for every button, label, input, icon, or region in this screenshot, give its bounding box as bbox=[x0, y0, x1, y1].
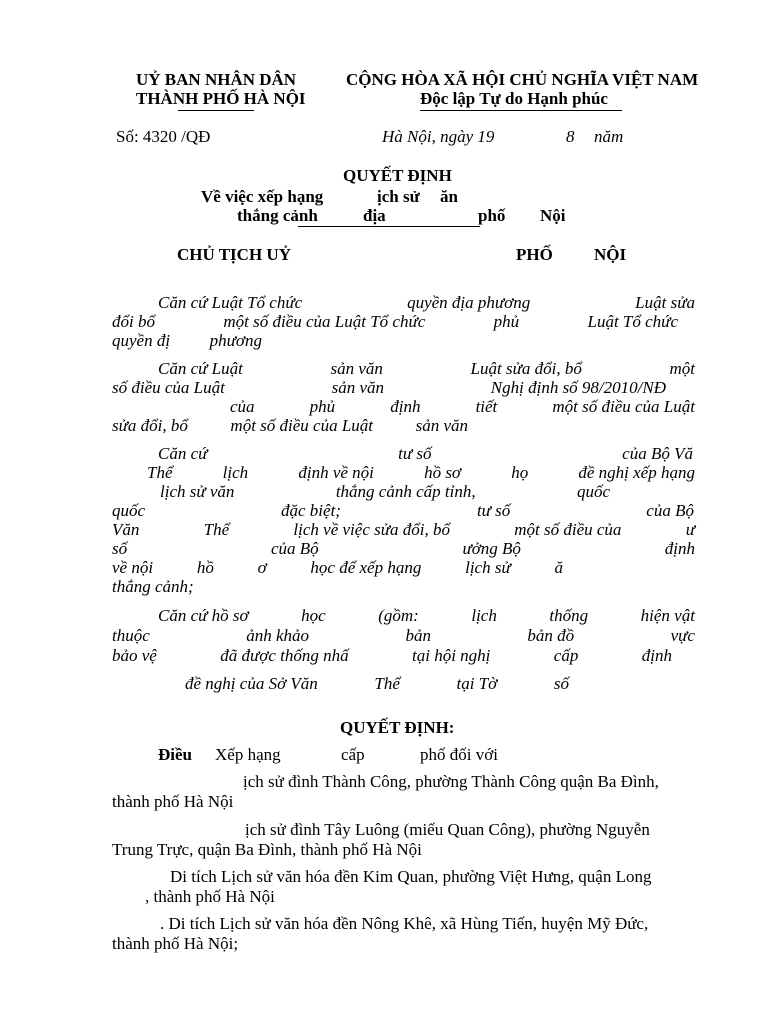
text-segment: Căn cứ Luật Tổ chức bbox=[158, 293, 303, 312]
basis-3-line6 bbox=[112, 539, 695, 559]
text-segment: bảo vệ bbox=[112, 646, 157, 665]
text-segment: số bbox=[112, 539, 128, 558]
text-segment: họ bbox=[511, 463, 529, 482]
text-segment: một số điều của bbox=[514, 520, 622, 539]
text-segment: Thể bbox=[147, 463, 173, 482]
article-1-text-part2: cấp bbox=[341, 745, 365, 764]
text-segment: về nội bbox=[112, 558, 154, 577]
text-segment: quốc bbox=[576, 482, 610, 501]
basis-3-line3 bbox=[160, 482, 610, 502]
text-segment: học để xếp hạng bbox=[310, 558, 422, 577]
basis-2-line4 bbox=[112, 416, 468, 436]
text-segment: một số điều của Luật Tổ chức bbox=[223, 312, 426, 331]
basis-1-line2 bbox=[112, 312, 678, 332]
text-segment: của Bộ Vă bbox=[622, 444, 693, 463]
basis-3-line2 bbox=[147, 463, 695, 483]
text-segment: Thể bbox=[374, 674, 400, 693]
text-segment: ă bbox=[554, 558, 563, 577]
text-segment: ư bbox=[685, 520, 695, 539]
article-1-text-part3: phố đối với bbox=[420, 745, 498, 764]
text-segment: tư số bbox=[398, 444, 432, 463]
nation-name: CỘNG HÒA XÃ HỘI CHỦ NGHĨA VIỆT NAM bbox=[346, 70, 699, 89]
text-segment: quyền địa phương bbox=[407, 293, 531, 312]
text-segment: ảnh khảo bbox=[246, 626, 310, 645]
text-segment: sản văn bbox=[331, 378, 385, 397]
text-segment: tiết bbox=[475, 397, 498, 416]
text-segment: hồ sơ bbox=[424, 463, 462, 482]
basis-2-line3 bbox=[230, 397, 695, 417]
text-segment: lịch sử văn bbox=[160, 482, 235, 501]
text-segment: cấp bbox=[553, 646, 579, 665]
text-segment: của Bộ bbox=[270, 539, 319, 558]
relic-item-4-line2: thành phố Hà Nội; bbox=[112, 934, 239, 953]
text-segment: thuộc bbox=[112, 626, 150, 645]
authority-part1: CHỦ TỊCH UỶ bbox=[177, 245, 291, 264]
text-segment: lịch bbox=[471, 606, 497, 625]
text-segment: định bbox=[390, 397, 421, 416]
basis-4-line3 bbox=[112, 646, 672, 666]
text-segment: định bbox=[664, 539, 695, 558]
basis-4-line4 bbox=[185, 674, 569, 694]
text-segment: số bbox=[553, 674, 569, 693]
authority-part2: PHỐ bbox=[516, 245, 553, 264]
subject-line2-part2: địa bbox=[363, 206, 386, 225]
place-date-start: Hà Nội, ngày 19 bbox=[382, 127, 495, 146]
text-segment: sản văn bbox=[415, 416, 468, 435]
text-segment: học bbox=[301, 606, 326, 625]
text-segment: một số điều của Luật bbox=[230, 416, 374, 435]
text-segment: sản văn bbox=[330, 359, 383, 378]
basis-3-line1 bbox=[158, 444, 693, 464]
text-segment: định về nội bbox=[298, 463, 374, 482]
text-segment: quốc bbox=[112, 501, 146, 520]
text-segment: lịch về việc sửa đổi, bổ bbox=[293, 520, 450, 539]
subject-line2-part4: Nội bbox=[540, 206, 566, 225]
subject-line1-part1: Về việc xếp hạng bbox=[201, 187, 324, 206]
text-segment: thắng cảnh cấp tỉnh, bbox=[335, 482, 476, 501]
text-segment: phủ bbox=[493, 312, 520, 331]
text-segment: đề nghị của Sở Văn bbox=[185, 674, 318, 693]
authority-part3: NỘI bbox=[594, 245, 627, 264]
text-segment: thống bbox=[549, 606, 589, 625]
subject-line2-part3: phố bbox=[478, 206, 506, 225]
text-segment: một bbox=[669, 359, 695, 378]
text-segment: Căn cứ bbox=[158, 444, 208, 463]
text-segment: sửa đổi, bổ bbox=[112, 416, 188, 435]
document-number: Số: 4320 /QĐ bbox=[116, 127, 211, 146]
text-segment: ơ bbox=[257, 558, 267, 577]
basis-2-line1 bbox=[158, 359, 695, 379]
text-segment: tư số bbox=[476, 501, 511, 520]
relic-item-4-line1: . Di tích Lịch sử văn hóa đền Nông Khê, xã Hùng Tiến, huyện Mỹ Đức, bbox=[160, 914, 649, 933]
text-segment: đổi bổ bbox=[112, 312, 155, 331]
relic-item-3-line2: , thành phố Hà Nội bbox=[145, 887, 275, 906]
basis-1-line3 bbox=[112, 331, 262, 351]
org-name-line1: UỶ BAN NHÂN DÂN bbox=[136, 70, 297, 89]
basis-3-line7 bbox=[112, 558, 563, 578]
text-segment: Căn cứ hồ sơ bbox=[158, 606, 249, 625]
relic-item-3-line1: Di tích Lịch sử văn hóa đền Kim Quan, phường Việt Hưng, quận Long bbox=[170, 867, 652, 886]
org-name-line2: THÀNH PHỐ HÀ NỘI bbox=[136, 89, 306, 108]
date-year-word: năm bbox=[594, 127, 624, 146]
text-segment: Luật Tổ chức bbox=[587, 312, 678, 331]
basis-2-line2 bbox=[112, 378, 666, 398]
text-segment: Luật sửa bbox=[635, 293, 695, 312]
basis-4-line2 bbox=[112, 626, 695, 646]
motto-underline bbox=[420, 110, 622, 111]
basis-3-line8: thắng cảnh; bbox=[112, 577, 194, 596]
text-segment: vực bbox=[670, 626, 695, 645]
article-1-label: Điều bbox=[158, 745, 192, 764]
basis-4-line1 bbox=[158, 606, 695, 626]
text-segment: một số điều của Luật bbox=[552, 397, 695, 416]
subject-line1-part3: ăn bbox=[440, 187, 458, 206]
date-month: 8 bbox=[566, 127, 575, 146]
text-segment: ưởng Bộ bbox=[462, 539, 521, 558]
org-underline bbox=[178, 110, 254, 111]
text-segment: định bbox=[641, 646, 672, 665]
text-segment: Văn bbox=[112, 520, 140, 539]
text-segment: (gồm: bbox=[378, 606, 419, 625]
basis-3-line4 bbox=[112, 501, 694, 521]
relic-item-1-line2: thành phố Hà Nội bbox=[112, 792, 234, 811]
subject-underline bbox=[298, 226, 480, 227]
text-segment: đặc biệt; bbox=[281, 501, 341, 520]
text-segment: hiện vật bbox=[640, 606, 695, 625]
text-segment: quyền đị bbox=[112, 331, 171, 350]
relic-item-2-line1: ịch sử đình Tây Luông (miếu Quan Công), phường Nguyễn bbox=[245, 820, 650, 839]
text-segment: bản bbox=[405, 626, 431, 645]
text-segment: tại Tờ bbox=[456, 674, 498, 693]
text-segment: đề nghị xếp hạng bbox=[578, 463, 695, 482]
relic-item-1-line1: ịch sử đình Thành Công, phường Thành Công quận Ba Đình, bbox=[243, 772, 659, 791]
text-segment: đã được thống nhấ bbox=[220, 646, 349, 665]
decision-heading: QUYẾT ĐỊNH: bbox=[340, 718, 455, 737]
text-segment: Thể bbox=[203, 520, 230, 539]
basis-1-line1 bbox=[158, 293, 695, 313]
text-segment: hồ bbox=[196, 558, 214, 577]
text-segment: Luật sửa đổi, bổ bbox=[470, 359, 582, 378]
basis-3-line5 bbox=[112, 520, 695, 540]
text-segment: Căn cứ Luật bbox=[158, 359, 243, 378]
text-segment: phương bbox=[209, 331, 262, 350]
text-segment: Nghị định số 98/2010/NĐ bbox=[490, 378, 666, 397]
text-segment: của bbox=[230, 397, 255, 416]
text-segment: lịch bbox=[222, 463, 249, 482]
text-segment: số điều của Luật bbox=[112, 378, 225, 397]
text-segment: của Bộ bbox=[646, 501, 694, 520]
text-segment: bản đồ bbox=[527, 626, 575, 645]
national-motto: Độc lập Tự do Hạnh phúc bbox=[420, 89, 608, 108]
subject-line2-part1: thắng cảnh bbox=[237, 206, 318, 225]
subject-line1-part2: ịch sử bbox=[377, 187, 420, 206]
text-segment: tại hội nghị bbox=[412, 646, 491, 665]
article-1-text-part1: Xếp hạng bbox=[215, 745, 281, 764]
text-segment: lịch sử bbox=[465, 558, 511, 577]
text-segment: phủ bbox=[309, 397, 336, 416]
document-title: QUYẾT ĐỊNH bbox=[343, 166, 452, 185]
relic-item-2-line2: Trung Trực, quận Ba Đình, thành phố Hà Nội bbox=[112, 840, 422, 859]
